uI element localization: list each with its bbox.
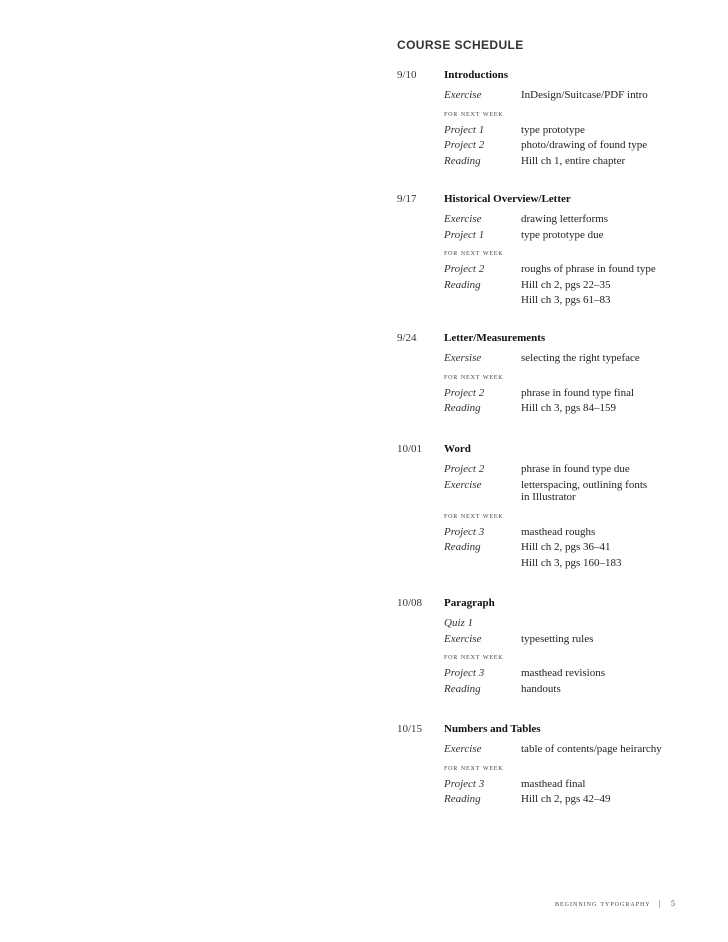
row-label: Exersise [444, 352, 482, 364]
row-label: Project 3 [444, 525, 485, 538]
row-value: masthead final [521, 777, 586, 790]
week-date: 10/15 [397, 723, 423, 735]
row-label: Exercise [444, 743, 482, 755]
row-label: Project 2 [444, 386, 485, 399]
row-value: Hill ch 2, pgs 22–35 [521, 278, 611, 291]
row-value: photo/drawing of found type [521, 139, 648, 151]
for-next-week-label: for next week [444, 510, 504, 520]
week-topic: Numbers and Tables [444, 723, 541, 735]
row-value: typesetting rules [521, 632, 594, 645]
row-label: Project 2 [444, 139, 485, 151]
row-value: roughs of phrase in found type [521, 263, 656, 275]
row-label: Reading [444, 278, 481, 291]
row-value: Hill ch 2, pgs 36–41 [521, 541, 611, 553]
row-value: Hill ch 3, pgs 61–83 [521, 294, 611, 306]
row-label: Reading [444, 402, 481, 414]
row-label: Reading [444, 154, 481, 167]
week-topic: Letter/Measurements [444, 332, 546, 344]
row-value: drawing letterforms [521, 213, 609, 225]
row-value: phrase in found type final [521, 386, 635, 399]
week-topic: Historical Overview/Letter [444, 193, 571, 205]
week-date: 9/17 [397, 193, 417, 205]
week-topic: Paragraph [444, 597, 495, 609]
row-value: Hill ch 3, pgs 160–183 [521, 556, 622, 569]
row-value: InDesign/Suitcase/PDF intro [521, 89, 648, 101]
row-label: Project 1 [444, 228, 485, 241]
row-label: Project 3 [444, 667, 485, 679]
for-next-week-label: for next week [444, 762, 504, 772]
week-date: 10/01 [397, 443, 423, 455]
week-date: 9/10 [397, 69, 417, 81]
for-next-week-label: for next week [444, 371, 504, 381]
page-heading: COURSE SCHEDULE [397, 38, 524, 52]
week-topic: Introductions [444, 69, 508, 81]
row-value: letterspacing, outlining fonts [521, 478, 648, 491]
row-value: Hill ch 2, pgs 42–49 [521, 793, 611, 805]
for-next-week-label: for next week [444, 108, 504, 118]
row-value: type prototype due [521, 228, 604, 241]
row-value: Hill ch 3, pgs 84–159 [521, 402, 617, 414]
row-label: Project 2 [444, 263, 485, 275]
row-label: Exercise [444, 89, 482, 101]
week-topic: Word [444, 443, 471, 455]
row-label: Exercise [444, 478, 482, 491]
row-label: Project 2 [444, 463, 485, 475]
row-label: Reading [444, 793, 481, 805]
row-value: Hill ch 1, entire chapter [521, 154, 626, 167]
row-value: type prototype [521, 123, 585, 136]
page-number: 5 [671, 899, 675, 908]
row-label: Exercise [444, 632, 482, 645]
row-value: handouts [521, 682, 561, 695]
week-date: 9/24 [397, 332, 417, 344]
row-label: Reading [444, 682, 481, 695]
row-value: masthead roughs [521, 525, 596, 538]
week-date: 10/08 [397, 597, 423, 609]
row-label: Quiz 1 [444, 617, 474, 629]
row-value: in Illustrator [521, 491, 576, 503]
row-value: masthead revisions [521, 667, 606, 679]
for-next-week-label: for next week [444, 248, 504, 257]
row-label: Reading [444, 541, 481, 553]
row-label: Exercise [444, 213, 482, 225]
for-next-week-label: for next week [444, 652, 504, 661]
row-label: Project 1 [444, 123, 485, 136]
row-value: table of contents/page heirarchy [521, 743, 662, 755]
footer-separator: | [659, 899, 661, 908]
row-label: Project 3 [444, 777, 485, 790]
footer-title: beginning typography [555, 899, 651, 908]
row-value: phrase in found type due [521, 463, 630, 475]
row-value: selecting the right typeface [521, 352, 640, 364]
